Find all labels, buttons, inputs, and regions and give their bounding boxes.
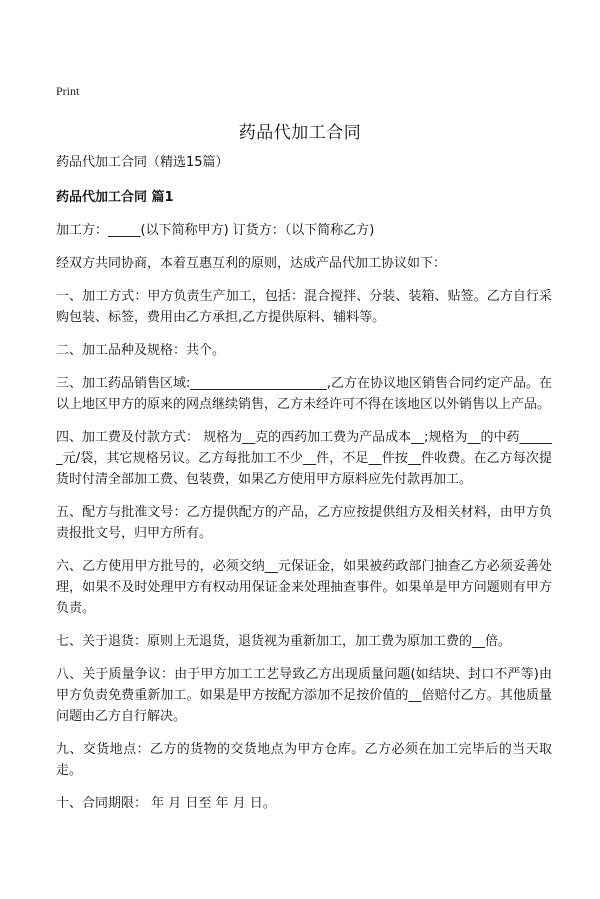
- paragraph-clause-1: 一、加工方式：甲方负责生产加工，包括：混合搅拌、分装、装箱、贴签。乙方自行采购包装、标签，费用由乙方承担,乙方提供原料、辅料等。: [56, 289, 552, 325]
- paragraph-clause-3: 三、加工药品销售区域:_____________________,乙方在协议地区销售合同约定产品。在以上地区甲方的原来的网点继续销售，乙方未经许可不得在该地区以外销售以上产品。: [56, 376, 553, 412]
- paragraph-clause-6: 六、乙方使用甲方批号的，必须交纳__元保证金，如果被药政部门抽查乙方必须妥善处理，如果不及时处理甲方有权动用保证金来处理抽查事件。如果单是甲方问题则有甲方负责。: [56, 559, 552, 616]
- paragraph-clause-8: 八、关于质量争议：由于甲方加工工艺导致乙方出现质量问题(如结块、封口不严等)由甲方负责免费重新加工。如果是甲方按配方添加不足按价值的__倍赔付乙方。其他质量问题由乙方自行解决。: [56, 667, 552, 724]
- paragraph-clause-7: 七、关于退货：原则上无退货，退货视为重新加工，加工费为原加工费的__倍。: [56, 634, 512, 649]
- section-heading: 药品代加工合同 篇1: [56, 190, 174, 205]
- paragraph-parties: 加工方：_____(以下简称甲方) 订货方：（以下简称乙方): [56, 223, 375, 238]
- paragraph-clause-4: 四、加工费及付款方式： 规格为__克的西药加工费为产品成本__;规格为__的中药______元/袋，其它规格另议。乙方每批加工不少__件，不足__件按__件收费。在乙方每次提货时付清全部加工费、包装费，如果乙方使用甲方原料应先付款再加工。: [56, 430, 553, 487]
- document-body: [56, 152, 552, 826]
- paragraph-clause-2: 二、加工品种及规格：共个。: [56, 343, 226, 358]
- paragraph-clause-9: 九、交货地点：乙方的货物的交货地点为甲方仓库。乙方必须在加工完毕后的当天取走。: [56, 742, 552, 778]
- page-title: 药品代加工合同: [238, 123, 362, 143]
- print-link[interactable]: Print: [56, 84, 80, 98]
- paragraph-clause-5: 五、配方与批准文号：乙方提供配方的产品，乙方应按提供组方及相关材料，由甲方负责报批文号，归甲方所有。: [56, 505, 552, 541]
- paragraph-clause-10: 十、合同期限： 年 月 日至 年 月 日。: [56, 796, 276, 811]
- document-subtitle: 药品代加工合同（精选15篇）: [56, 155, 229, 170]
- paragraph-intro: 经双方共同协商，本着互惠互利的原则，达成产品代加工协议如下：: [56, 256, 447, 271]
